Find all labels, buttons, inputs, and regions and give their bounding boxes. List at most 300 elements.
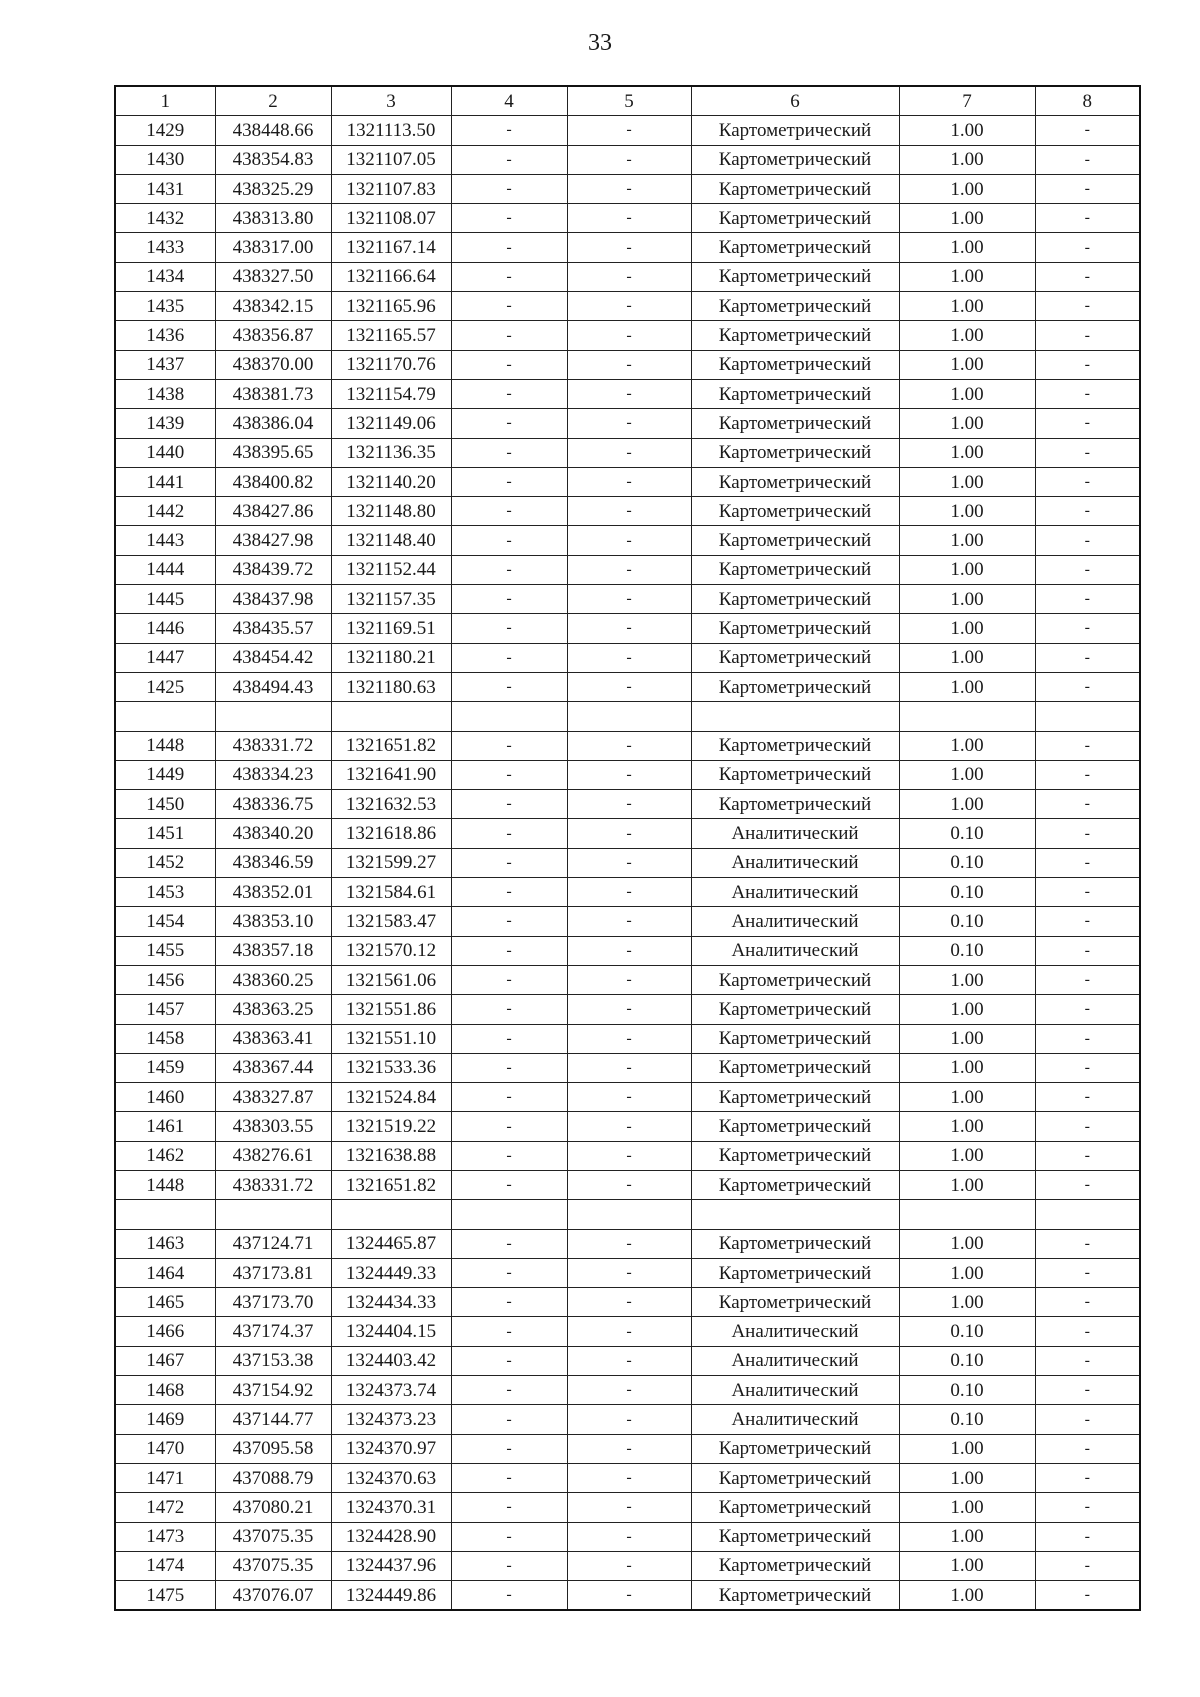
- table-row: [115, 907, 1140, 936]
- col-8-cell: -: [1035, 1083, 1140, 1112]
- table-row: [115, 760, 1140, 789]
- table-row: [115, 1229, 1140, 1258]
- x-coordinate-cell: 437075.35: [215, 1551, 331, 1580]
- table-row: [115, 731, 1140, 760]
- col-5-cell: -: [567, 1083, 691, 1112]
- accuracy-cell: 1.00: [899, 995, 1035, 1024]
- col-8-cell: -: [1035, 1434, 1140, 1463]
- accuracy-cell: 1.00: [899, 1053, 1035, 1082]
- y-coordinate-cell: 1321551.10: [331, 1024, 451, 1053]
- y-coordinate-cell: 1324465.87: [331, 1229, 451, 1258]
- col-4-cell: -: [451, 672, 567, 701]
- col-5-cell: -: [567, 555, 691, 584]
- y-coordinate-cell: 1321166.64: [331, 262, 451, 291]
- accuracy-cell: 1.00: [899, 350, 1035, 379]
- point-number-cell: 1431: [115, 174, 215, 203]
- table-row: [115, 1463, 1140, 1492]
- x-coordinate-cell: 438381.73: [215, 379, 331, 408]
- x-coordinate-cell: 437144.77: [215, 1405, 331, 1434]
- point-number-cell: 1459: [115, 1053, 215, 1082]
- point-number-cell: 1445: [115, 585, 215, 614]
- method-cell: Картометрический: [691, 731, 899, 760]
- col-5-cell: -: [567, 1288, 691, 1317]
- col-5-cell: -: [567, 1376, 691, 1405]
- x-coordinate-cell: 438352.01: [215, 878, 331, 907]
- col-4-cell: -: [451, 790, 567, 819]
- x-coordinate-cell: 438354.83: [215, 145, 331, 174]
- point-number-cell: 1436: [115, 321, 215, 350]
- col-8-cell: -: [1035, 936, 1140, 965]
- y-coordinate-cell: 1321533.36: [331, 1053, 451, 1082]
- col-8-cell: -: [1035, 1141, 1140, 1170]
- accuracy-cell: 1.00: [899, 1141, 1035, 1170]
- col-8-cell: -: [1035, 1463, 1140, 1492]
- accuracy-cell: 1.00: [899, 1551, 1035, 1580]
- method-cell: Картометрический: [691, 1024, 899, 1053]
- col-8-cell: -: [1035, 174, 1140, 203]
- x-coordinate-cell: 437075.35: [215, 1522, 331, 1551]
- col-8-cell: -: [1035, 1112, 1140, 1141]
- table-row: [115, 204, 1140, 233]
- x-coordinate-cell: 438340.20: [215, 819, 331, 848]
- y-coordinate-cell: 1321169.51: [331, 614, 451, 643]
- col-4-cell: -: [451, 760, 567, 789]
- point-number-cell: 1474: [115, 1551, 215, 1580]
- point-number-cell: 1463: [115, 1229, 215, 1258]
- y-coordinate-cell: 1321632.53: [331, 790, 451, 819]
- x-coordinate-cell: 437154.92: [215, 1376, 331, 1405]
- col-4-cell: -: [451, 438, 567, 467]
- y-coordinate-cell: 1321165.96: [331, 292, 451, 321]
- point-number-cell: 1466: [115, 1317, 215, 1346]
- col-4-cell: -: [451, 497, 567, 526]
- y-coordinate-cell: 1324437.96: [331, 1551, 451, 1580]
- col-4-cell: -: [451, 731, 567, 760]
- method-cell: Картометрический: [691, 790, 899, 819]
- accuracy-cell: 0.10: [899, 848, 1035, 877]
- accuracy-cell: 1.00: [899, 585, 1035, 614]
- point-number-cell: 1448: [115, 1170, 215, 1199]
- coordinates-table: [114, 85, 1141, 1611]
- col-4-cell: -: [451, 1346, 567, 1375]
- method-cell: Аналитический: [691, 1405, 899, 1434]
- table-row: [115, 1024, 1140, 1053]
- col-4-cell: -: [451, 995, 567, 1024]
- col-4-cell: -: [451, 1112, 567, 1141]
- col-8-cell: -: [1035, 1551, 1140, 1580]
- col-4-cell: -: [451, 379, 567, 408]
- table-row: [115, 585, 1140, 614]
- x-coordinate-cell: 437088.79: [215, 1463, 331, 1492]
- accuracy-cell: 1.00: [899, 1112, 1035, 1141]
- method-cell: Картометрический: [691, 1170, 899, 1199]
- x-coordinate-cell: 438346.59: [215, 848, 331, 877]
- col-8-cell: -: [1035, 497, 1140, 526]
- x-coordinate-cell: 438435.57: [215, 614, 331, 643]
- table-row: [115, 174, 1140, 203]
- col-8-cell: -: [1035, 1493, 1140, 1522]
- point-number-cell: 1455: [115, 936, 215, 965]
- accuracy-cell: 1.00: [899, 526, 1035, 555]
- y-coordinate-cell: 1324428.90: [331, 1522, 451, 1551]
- method-cell: [691, 1200, 899, 1229]
- table-row: [115, 116, 1140, 145]
- col-8-cell: -: [1035, 1053, 1140, 1082]
- col-8-cell: -: [1035, 1346, 1140, 1375]
- accuracy-cell: 1.00: [899, 1493, 1035, 1522]
- y-coordinate-cell: 1324370.31: [331, 1493, 451, 1522]
- col-8-cell: -: [1035, 145, 1140, 174]
- method-cell: Картометрический: [691, 965, 899, 994]
- method-cell: Картометрический: [691, 643, 899, 672]
- method-cell: Картометрический: [691, 1493, 899, 1522]
- col-8-cell: -: [1035, 1024, 1140, 1053]
- col-4-cell: -: [451, 409, 567, 438]
- table-row: [115, 614, 1140, 643]
- table-row: [115, 526, 1140, 555]
- x-coordinate-cell: 437124.71: [215, 1229, 331, 1258]
- accuracy-cell: 0.10: [899, 878, 1035, 907]
- y-coordinate-cell: 1321108.07: [331, 204, 451, 233]
- col-8-cell: -: [1035, 965, 1140, 994]
- col-5-cell: [567, 1200, 691, 1229]
- table-row: [115, 936, 1140, 965]
- x-coordinate-cell: 438327.87: [215, 1083, 331, 1112]
- y-coordinate-cell: 1321641.90: [331, 760, 451, 789]
- point-number-cell: [115, 1200, 215, 1229]
- col-4-cell: -: [451, 1170, 567, 1199]
- col-8-cell: -: [1035, 204, 1140, 233]
- point-number-cell: 1460: [115, 1083, 215, 1112]
- col-8-cell: -: [1035, 878, 1140, 907]
- method-cell: Картометрический: [691, 1581, 899, 1611]
- col-8-cell: -: [1035, 321, 1140, 350]
- column-header-6: 6: [691, 86, 899, 116]
- col-4-cell: -: [451, 1053, 567, 1082]
- x-coordinate-cell: 437076.07: [215, 1581, 331, 1611]
- y-coordinate-cell: 1321157.35: [331, 585, 451, 614]
- point-number-cell: 1457: [115, 995, 215, 1024]
- table-body: [115, 116, 1140, 1611]
- table-row: [115, 467, 1140, 496]
- y-coordinate-cell: 1321551.86: [331, 995, 451, 1024]
- x-coordinate-cell: 438317.00: [215, 233, 331, 262]
- accuracy-cell: 0.10: [899, 1346, 1035, 1375]
- col-8-cell: -: [1035, 1229, 1140, 1258]
- point-number-cell: 1435: [115, 292, 215, 321]
- col-5-cell: -: [567, 145, 691, 174]
- y-coordinate-cell: [331, 1200, 451, 1229]
- method-cell: Картометрический: [691, 1288, 899, 1317]
- table-separator-row: [115, 1200, 1140, 1229]
- col-4-cell: [451, 1200, 567, 1229]
- col-5-cell: -: [567, 1463, 691, 1492]
- x-coordinate-cell: 438334.23: [215, 760, 331, 789]
- method-cell: Картометрический: [691, 526, 899, 555]
- col-8-cell: [1035, 702, 1140, 731]
- col-4-cell: -: [451, 1551, 567, 1580]
- table-row: [115, 292, 1140, 321]
- y-coordinate-cell: 1321651.82: [331, 731, 451, 760]
- point-number-cell: 1430: [115, 145, 215, 174]
- point-number-cell: 1468: [115, 1376, 215, 1405]
- accuracy-cell: 1.00: [899, 233, 1035, 262]
- method-cell: Картометрический: [691, 555, 899, 584]
- table-row: [115, 233, 1140, 262]
- y-coordinate-cell: 1324403.42: [331, 1346, 451, 1375]
- point-number-cell: 1425: [115, 672, 215, 701]
- col-8-cell: -: [1035, 848, 1140, 877]
- col-5-cell: -: [567, 614, 691, 643]
- col-8-cell: -: [1035, 1522, 1140, 1551]
- col-5-cell: -: [567, 350, 691, 379]
- col-4-cell: -: [451, 174, 567, 203]
- accuracy-cell: 1.00: [899, 262, 1035, 291]
- col-5-cell: -: [567, 907, 691, 936]
- col-5-cell: -: [567, 1581, 691, 1611]
- accuracy-cell: 1.00: [899, 379, 1035, 408]
- point-number-cell: 1462: [115, 1141, 215, 1170]
- column-header-5: 5: [567, 86, 691, 116]
- col-5-cell: -: [567, 1112, 691, 1141]
- col-5-cell: -: [567, 438, 691, 467]
- accuracy-cell: 1.00: [899, 672, 1035, 701]
- x-coordinate-cell: 438353.10: [215, 907, 331, 936]
- point-number-cell: [115, 702, 215, 731]
- col-4-cell: -: [451, 1141, 567, 1170]
- point-number-cell: 1449: [115, 760, 215, 789]
- col-5-cell: -: [567, 1405, 691, 1434]
- col-5-cell: -: [567, 672, 691, 701]
- col-5-cell: -: [567, 1522, 691, 1551]
- x-coordinate-cell: 438427.86: [215, 497, 331, 526]
- table-row: [115, 1522, 1140, 1551]
- point-number-cell: 1464: [115, 1258, 215, 1287]
- table-row: [115, 819, 1140, 848]
- method-cell: Аналитический: [691, 1317, 899, 1346]
- x-coordinate-cell: 438303.55: [215, 1112, 331, 1141]
- point-number-cell: 1438: [115, 379, 215, 408]
- x-coordinate-cell: 438400.82: [215, 467, 331, 496]
- accuracy-cell: 1.00: [899, 760, 1035, 789]
- y-coordinate-cell: 1321618.86: [331, 819, 451, 848]
- table-row: [115, 1317, 1140, 1346]
- col-4-cell: -: [451, 585, 567, 614]
- column-header-8: 8: [1035, 86, 1140, 116]
- col-4-cell: -: [451, 1493, 567, 1522]
- column-header-4: 4: [451, 86, 567, 116]
- x-coordinate-cell: 438313.80: [215, 204, 331, 233]
- col-8-cell: -: [1035, 438, 1140, 467]
- x-coordinate-cell: 438357.18: [215, 936, 331, 965]
- table-row: [115, 1493, 1140, 1522]
- accuracy-cell: 1.00: [899, 1522, 1035, 1551]
- method-cell: Картометрический: [691, 292, 899, 321]
- col-5-cell: -: [567, 262, 691, 291]
- table-row: [115, 1258, 1140, 1287]
- col-5-cell: -: [567, 1053, 691, 1082]
- accuracy-cell: 1.00: [899, 145, 1035, 174]
- col-4-cell: -: [451, 1434, 567, 1463]
- col-8-cell: -: [1035, 116, 1140, 145]
- point-number-cell: 1439: [115, 409, 215, 438]
- col-8-cell: -: [1035, 526, 1140, 555]
- method-cell: Картометрический: [691, 262, 899, 291]
- point-number-cell: 1470: [115, 1434, 215, 1463]
- accuracy-cell: 1.00: [899, 438, 1035, 467]
- col-4-cell: -: [451, 145, 567, 174]
- col-5-cell: -: [567, 1229, 691, 1258]
- col-8-cell: -: [1035, 1376, 1140, 1405]
- accuracy-cell: 1.00: [899, 292, 1035, 321]
- accuracy-cell: 1.00: [899, 1024, 1035, 1053]
- method-cell: Аналитический: [691, 848, 899, 877]
- col-4-cell: -: [451, 1463, 567, 1492]
- col-4-cell: -: [451, 1083, 567, 1112]
- table-row: [115, 1053, 1140, 1082]
- col-5-cell: -: [567, 1170, 691, 1199]
- point-number-cell: 1461: [115, 1112, 215, 1141]
- col-5-cell: -: [567, 204, 691, 233]
- method-cell: Картометрический: [691, 995, 899, 1024]
- point-number-cell: 1469: [115, 1405, 215, 1434]
- x-coordinate-cell: 437095.58: [215, 1434, 331, 1463]
- col-4-cell: -: [451, 467, 567, 496]
- x-coordinate-cell: 438331.72: [215, 1170, 331, 1199]
- col-5-cell: -: [567, 995, 691, 1024]
- col-4-cell: -: [451, 1024, 567, 1053]
- accuracy-cell: 1.00: [899, 467, 1035, 496]
- method-cell: Картометрический: [691, 379, 899, 408]
- accuracy-cell: 1.00: [899, 116, 1035, 145]
- method-cell: Картометрический: [691, 497, 899, 526]
- col-5-cell: -: [567, 585, 691, 614]
- col-5-cell: -: [567, 292, 691, 321]
- point-number-cell: 1443: [115, 526, 215, 555]
- col-8-cell: [1035, 1200, 1140, 1229]
- y-coordinate-cell: 1324449.33: [331, 1258, 451, 1287]
- col-5-cell: -: [567, 321, 691, 350]
- col-8-cell: -: [1035, 1581, 1140, 1611]
- col-8-cell: -: [1035, 292, 1140, 321]
- x-coordinate-cell: [215, 1200, 331, 1229]
- method-cell: Картометрический: [691, 116, 899, 145]
- table-row: [115, 1405, 1140, 1434]
- point-number-cell: 1450: [115, 790, 215, 819]
- point-number-cell: 1473: [115, 1522, 215, 1551]
- col-5-cell: -: [567, 497, 691, 526]
- col-4-cell: -: [451, 1522, 567, 1551]
- y-coordinate-cell: 1321136.35: [331, 438, 451, 467]
- col-4-cell: -: [451, 116, 567, 145]
- method-cell: Картометрический: [691, 1434, 899, 1463]
- col-8-cell: -: [1035, 1288, 1140, 1317]
- table-row: [115, 790, 1140, 819]
- y-coordinate-cell: 1321583.47: [331, 907, 451, 936]
- x-coordinate-cell: 437153.38: [215, 1346, 331, 1375]
- y-coordinate-cell: 1321107.83: [331, 174, 451, 203]
- col-5-cell: -: [567, 1493, 691, 1522]
- table-row: [115, 497, 1140, 526]
- point-number-cell: 1472: [115, 1493, 215, 1522]
- y-coordinate-cell: 1321152.44: [331, 555, 451, 584]
- method-cell: Картометрический: [691, 1258, 899, 1287]
- point-number-cell: 1434: [115, 262, 215, 291]
- accuracy-cell: [899, 1200, 1035, 1229]
- point-number-cell: 1465: [115, 1288, 215, 1317]
- y-coordinate-cell: 1324373.23: [331, 1405, 451, 1434]
- x-coordinate-cell: 438367.44: [215, 1053, 331, 1082]
- method-cell: Картометрический: [691, 614, 899, 643]
- table-row: [115, 672, 1140, 701]
- col-5-cell: -: [567, 848, 691, 877]
- point-number-cell: 1433: [115, 233, 215, 262]
- col-5-cell: -: [567, 174, 691, 203]
- method-cell: Картометрический: [691, 1463, 899, 1492]
- col-5-cell: -: [567, 1434, 691, 1463]
- col-4-cell: -: [451, 204, 567, 233]
- point-number-cell: 1458: [115, 1024, 215, 1053]
- method-cell: Картометрический: [691, 438, 899, 467]
- y-coordinate-cell: 1321561.06: [331, 965, 451, 994]
- accuracy-cell: 1.00: [899, 1581, 1035, 1611]
- col-4-cell: -: [451, 1376, 567, 1405]
- col-5-cell: -: [567, 819, 691, 848]
- method-cell: Картометрический: [691, 467, 899, 496]
- col-4-cell: -: [451, 878, 567, 907]
- accuracy-cell: 1.00: [899, 1083, 1035, 1112]
- col-4-cell: -: [451, 1229, 567, 1258]
- method-cell: Картометрический: [691, 204, 899, 233]
- col-8-cell: -: [1035, 643, 1140, 672]
- col-5-cell: -: [567, 1346, 691, 1375]
- table-row: [115, 350, 1140, 379]
- y-coordinate-cell: 1321180.21: [331, 643, 451, 672]
- table-row: [115, 1434, 1140, 1463]
- table-row: [115, 1346, 1140, 1375]
- method-cell: Картометрический: [691, 233, 899, 262]
- accuracy-cell: 1.00: [899, 1170, 1035, 1199]
- method-cell: Аналитический: [691, 1376, 899, 1405]
- accuracy-cell: 1.00: [899, 204, 1035, 233]
- table-row: [115, 1581, 1140, 1611]
- col-4-cell: -: [451, 965, 567, 994]
- accuracy-cell: 0.10: [899, 1376, 1035, 1405]
- method-cell: Аналитический: [691, 907, 899, 936]
- col-8-cell: -: [1035, 1317, 1140, 1346]
- col-5-cell: -: [567, 1317, 691, 1346]
- y-coordinate-cell: 1324370.97: [331, 1434, 451, 1463]
- col-4-cell: [451, 702, 567, 731]
- table-row: [115, 643, 1140, 672]
- col-5-cell: -: [567, 878, 691, 907]
- y-coordinate-cell: 1321107.05: [331, 145, 451, 174]
- method-cell: Картометрический: [691, 145, 899, 174]
- col-5-cell: -: [567, 760, 691, 789]
- x-coordinate-cell: 437080.21: [215, 1493, 331, 1522]
- y-coordinate-cell: 1321148.80: [331, 497, 451, 526]
- point-number-cell: 1454: [115, 907, 215, 936]
- accuracy-cell: 0.10: [899, 1405, 1035, 1434]
- x-coordinate-cell: 438395.65: [215, 438, 331, 467]
- y-coordinate-cell: 1321524.84: [331, 1083, 451, 1112]
- column-header-1: 1: [115, 86, 215, 116]
- col-4-cell: -: [451, 526, 567, 555]
- x-coordinate-cell: 437173.81: [215, 1258, 331, 1287]
- table-row: [115, 1170, 1140, 1199]
- col-5-cell: -: [567, 1258, 691, 1287]
- col-5-cell: -: [567, 731, 691, 760]
